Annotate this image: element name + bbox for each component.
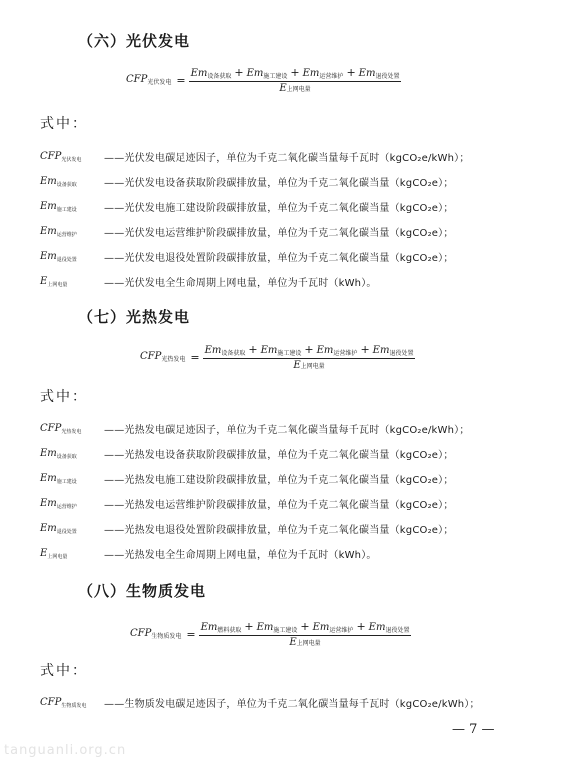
definition-row [40, 144, 470, 169]
formula-lhs [140, 351, 185, 363]
symbol-text: Em [40, 225, 57, 237]
formula-lhs-symbol: CFP [126, 74, 148, 85]
symbol-text: CFP [40, 696, 62, 708]
symbol-sub: 上网电量 [47, 281, 68, 288]
definition-row [40, 194, 470, 219]
formula-lhs [126, 74, 171, 86]
symbol-text: E [40, 547, 48, 559]
plus-sign: + [346, 66, 356, 79]
term-sub: 运营维护 [319, 73, 344, 80]
symbol-text: CFP [40, 422, 62, 434]
term [317, 345, 358, 357]
fraction [189, 66, 402, 94]
term-symbol: Em [204, 345, 222, 356]
symbol-text: Em [40, 522, 57, 534]
where-label: 式中： [40, 663, 88, 679]
plus-sign: + [360, 343, 370, 356]
equals-sign: = [186, 627, 196, 641]
formula-pv [126, 66, 401, 94]
formula-csp [140, 343, 415, 371]
term-symbol: Em [316, 345, 334, 356]
numerator [189, 66, 402, 82]
def-description: ——光伏发电全生命周期上网电量，单位为千瓦时（kWh）。 [104, 278, 377, 289]
term-symbol: E [293, 360, 301, 371]
symbol-text: CFP [40, 150, 62, 162]
def-symbol [40, 151, 104, 163]
section-heading-csp: （七）光热发电 [78, 308, 191, 326]
definition-row [40, 244, 470, 269]
term-sub: 退役处置 [375, 73, 400, 80]
definition-row [40, 690, 480, 715]
symbol-sub: 施工建设 [56, 478, 77, 485]
symbol-text: Em [40, 497, 57, 509]
term [205, 345, 246, 357]
where-label: 式中： [40, 389, 88, 405]
def-description: ——光热发电施工建设阶段碳排放量，单位为千克二氧化碳当量（kgCO₂e）； [104, 475, 454, 486]
plus-sign: + [356, 620, 366, 633]
term [201, 622, 242, 634]
term-sub: 退役处置 [385, 627, 410, 634]
symbol-sub: 运营维护 [56, 231, 77, 238]
def-description: ——光热发电设备获取阶段碳排放量，单位为千克二氧化碳当量（kgCO₂e）； [104, 450, 454, 461]
term-sub: 上网电量 [286, 86, 311, 93]
def-description: ——光伏发电运营维护阶段碳排放量，单位为千克二氧化碳当量（kgCO₂e）； [104, 228, 454, 239]
symbol-sub: 运营维护 [56, 503, 77, 510]
term-symbol: Em [358, 68, 376, 79]
symbol-sub: 上网电量 [47, 553, 68, 560]
plus-sign: + [304, 343, 314, 356]
term-symbol: Em [260, 345, 278, 356]
symbol-text: Em [40, 200, 57, 212]
def-symbol [40, 548, 104, 560]
definition-row [40, 466, 470, 491]
formula-lhs-sub: 生物质发电 [151, 633, 182, 640]
page-number: — 7 — [452, 722, 495, 737]
symbol-sub: 施工建设 [56, 206, 77, 213]
def-description: ——光伏发电退役处置阶段碳排放量，单位为千克二氧化碳当量（kgCO₂e）； [104, 253, 454, 264]
def-symbol [40, 423, 104, 435]
term-sub: 施工建设 [263, 73, 288, 80]
formula-lhs-sub: 光热发电 [161, 356, 186, 363]
plus-sign: + [290, 66, 300, 79]
definition-row [40, 491, 470, 516]
fraction [203, 343, 416, 371]
def-symbol [40, 473, 104, 485]
plus-sign: + [234, 66, 244, 79]
formula-biomass [130, 620, 411, 648]
definition-row [40, 516, 470, 541]
formula-lhs-symbol: CFP [140, 351, 162, 362]
def-description: ——光热发电全生命周期上网电量，单位为千瓦时（kWh）。 [104, 550, 377, 561]
def-symbol [40, 226, 104, 238]
term [359, 68, 400, 80]
formula-lhs-sub: 光伏发电 [147, 79, 172, 86]
definition-row [40, 219, 470, 244]
term-sub: 设备获取 [207, 73, 232, 80]
term-sub: 施工建设 [277, 350, 302, 357]
symbol-text: Em [40, 447, 57, 459]
term [247, 68, 288, 80]
formula-lhs-symbol: CFP [130, 628, 152, 639]
term-symbol: Em [312, 622, 330, 633]
term-sub: 运营维护 [329, 627, 354, 634]
term-symbol: E [279, 83, 287, 94]
equals-sign: = [176, 73, 186, 87]
term-sub: 设备获取 [221, 350, 246, 357]
term [191, 68, 232, 80]
term [261, 345, 302, 357]
symbol-text: Em [40, 250, 57, 262]
def-description: ——光伏发电设备获取阶段碳排放量，单位为千克二氧化碳当量（kgCO₂e）； [104, 178, 454, 189]
def-symbol [40, 251, 104, 263]
def-description: ——光伏发电碳足迹因子，单位为千克二氧化碳当量每千瓦时（kgCO₂e/kWh）； [104, 153, 470, 164]
term-symbol: Em [256, 622, 274, 633]
def-symbol [40, 498, 104, 510]
term-symbol: Em [190, 68, 208, 79]
symbol-sub: 生物质发电 [61, 702, 87, 709]
def-description: ——生物质发电碳足迹因子，单位为千克二氧化碳当量每千瓦时（kgCO₂e/kWh）； [104, 699, 480, 710]
equals-sign: = [190, 350, 200, 364]
term [369, 622, 410, 634]
term [373, 345, 414, 357]
definitions-pv [40, 144, 470, 294]
symbol-sub: 退役处置 [56, 528, 77, 535]
def-description: ——光伏发电施工建设阶段碳排放量，单位为千克二氧化碳当量（kgCO₂e）； [104, 203, 454, 214]
fraction [199, 620, 412, 648]
def-symbol [40, 448, 104, 460]
formula-lhs [130, 628, 181, 640]
symbol-sub: 设备获取 [56, 453, 77, 460]
term-symbol: Em [372, 345, 390, 356]
term-sub: 运营维护 [333, 350, 358, 357]
term-symbol: Em [302, 68, 320, 79]
plus-sign: + [244, 620, 254, 633]
section-heading-pv: （六）光伏发电 [78, 32, 191, 50]
watermark: tanguanli.org.cn [4, 743, 127, 758]
term-symbol: E [289, 637, 297, 648]
definition-row [40, 441, 470, 466]
term [303, 68, 344, 80]
numerator [199, 620, 412, 636]
symbol-text: Em [40, 175, 57, 187]
definitions-biomass [40, 690, 480, 715]
numerator [203, 343, 416, 359]
symbol-sub: 设备获取 [56, 181, 77, 188]
plus-sign: + [248, 343, 258, 356]
def-symbol [40, 276, 104, 288]
def-description: ——光热发电退役处置阶段碳排放量，单位为千克二氧化碳当量（kgCO₂e）； [104, 525, 454, 536]
symbol-text: Em [40, 472, 57, 484]
term [257, 622, 298, 634]
symbol-sub: 退役处置 [56, 256, 77, 263]
symbol-text: E [40, 275, 48, 287]
def-symbol [40, 697, 104, 709]
def-description: ——光热发电碳足迹因子，单位为千克二氧化碳当量每千瓦时（kgCO₂e/kWh）； [104, 425, 470, 436]
definitions-csp [40, 416, 470, 566]
term-sub: 施工建设 [273, 627, 298, 634]
denominator [279, 82, 310, 94]
term-sub: 上网电量 [296, 640, 321, 647]
term [313, 622, 354, 634]
symbol-sub: 光热发电 [61, 428, 82, 435]
term-symbol: Em [368, 622, 386, 633]
term-symbol: Em [200, 622, 218, 633]
definition-row [40, 416, 470, 441]
term-sub: 燃料获取 [217, 627, 242, 634]
definition-row [40, 541, 470, 566]
def-symbol [40, 176, 104, 188]
definition-row [40, 169, 470, 194]
denominator [293, 359, 324, 371]
def-description: ——光热发电运营维护阶段碳排放量，单位为千克二氧化碳当量（kgCO₂e）； [104, 500, 454, 511]
plus-sign: + [300, 620, 310, 633]
term-sub: 退役处置 [389, 350, 414, 357]
where-label: 式中： [40, 116, 88, 132]
definition-row [40, 269, 470, 294]
def-symbol [40, 523, 104, 535]
symbol-sub: 光伏发电 [61, 156, 82, 163]
term-symbol: Em [246, 68, 264, 79]
term-sub: 上网电量 [300, 363, 325, 370]
def-symbol [40, 201, 104, 213]
denominator [289, 636, 320, 648]
section-heading-biomass: （八）生物质发电 [78, 582, 207, 600]
